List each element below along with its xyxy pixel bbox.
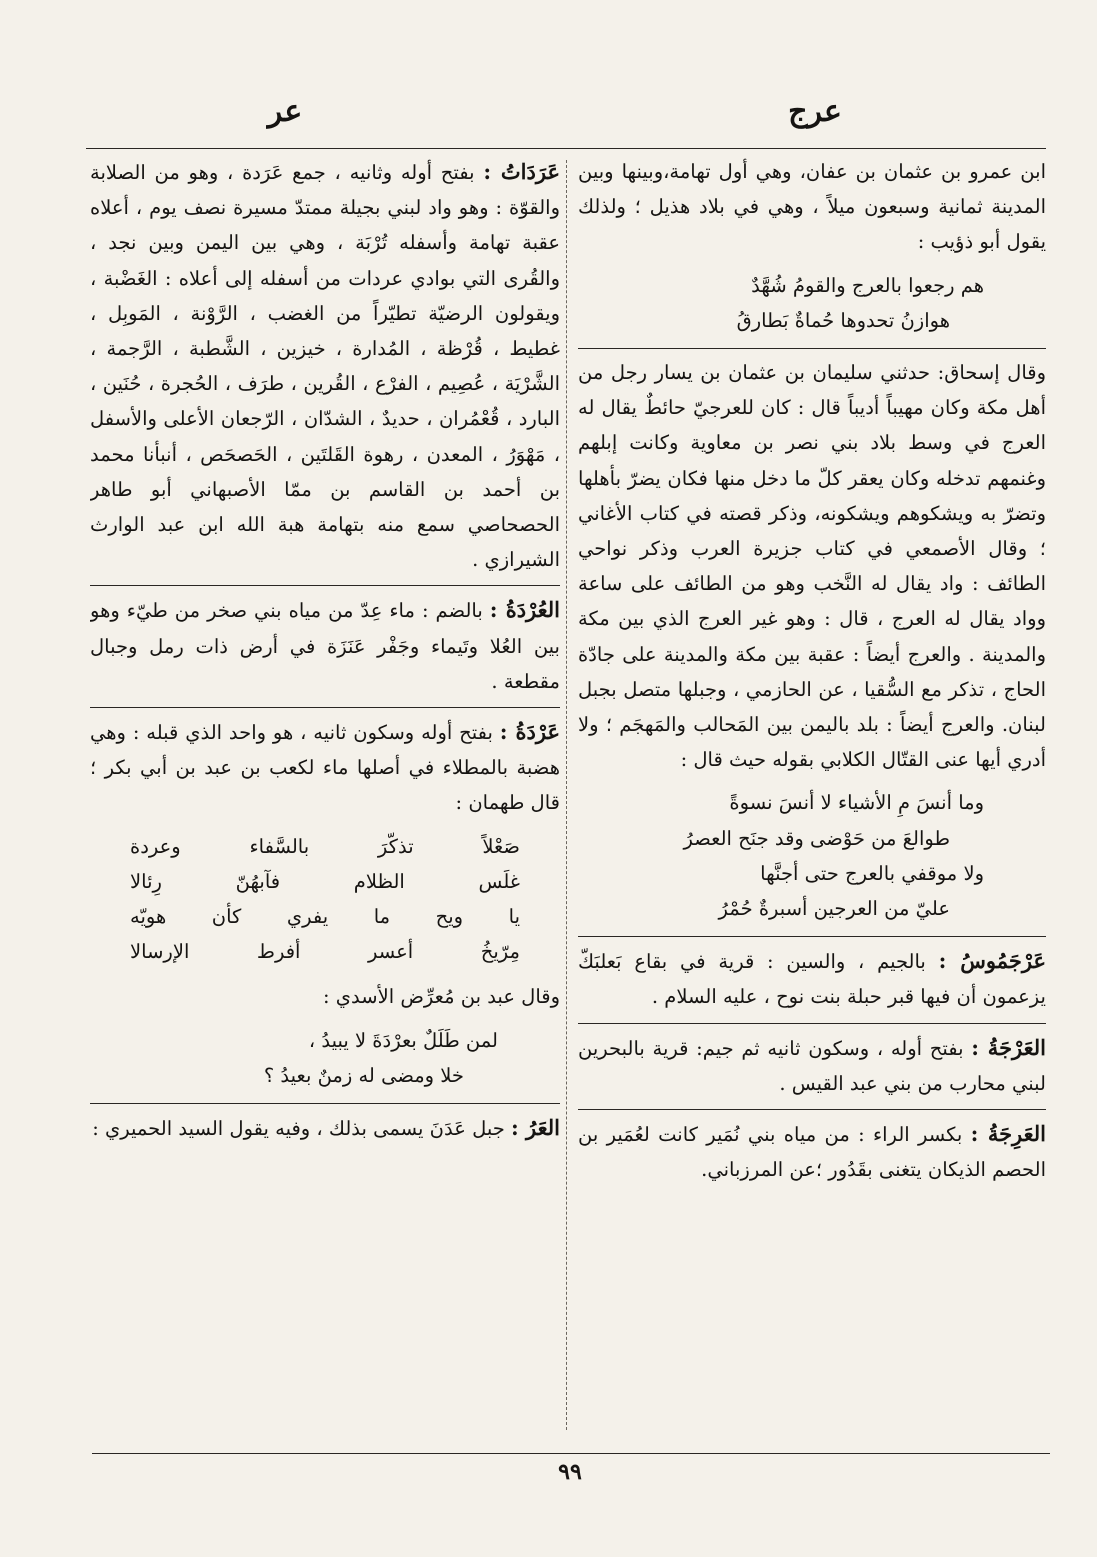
verse-word: هويّه	[130, 905, 167, 929]
entry-text: جبل عَدَنَ يسمى بذلك ، وفيه يقول السيد الحميري :	[92, 1117, 505, 1141]
entry-text: بالضم : ماء عِدّ من مياه بني صخر من طيّء وهو بين العُلا وتَيماء وجَفْر عَنَزَة في أرض ذات رمل وجبال مقطعة .	[90, 599, 560, 693]
entry-text: بفتح أوله وسكون ثانيه ، هو واحد الذي قبله : وهي هضبة بالمطلاء في أصلها ماء لكعب بن عبد بن أبي بكر ؛ قال طهمان :	[90, 721, 560, 815]
running-header-right: عرج	[788, 94, 842, 129]
dictionary-entry	[578, 936, 1046, 1014]
verse-line: خلا ومضى له زمنٌ بعيدُ ؟	[263, 1063, 464, 1087]
header-rule	[86, 148, 1046, 149]
verse-word: كأن	[211, 905, 242, 929]
entry-headword: العَرْجَةُ :	[971, 1034, 1046, 1060]
verse-line: هم رجعوا بالعرج والقومُ شُهَّدٌ	[751, 273, 984, 297]
entry-headword: العُرْدَةُ :	[489, 597, 560, 623]
entry-text: بفتح أوله ، وسكون ثانيه ثم جيم: قرية بالبحرين لبني محارب من بني عبد القيس .	[578, 1036, 1046, 1095]
verse-word: أعسر	[368, 940, 414, 964]
paragraph: وقال عبد بن مُعرِّض الأسدي :	[323, 985, 560, 1009]
verse-word: وعردة	[130, 834, 181, 858]
verse-line: لمن طَلَلٌ بعرْدَةَ لا يبيدُ ،	[308, 1028, 498, 1052]
verse-word: يا	[508, 905, 520, 929]
verse-line: هوازنُ تحدوها حُماةٌ بَطارقُ	[736, 308, 950, 332]
dictionary-entry	[90, 585, 560, 699]
entry-headword: عَرَدَاتُ :	[483, 159, 560, 184]
entry-text: بالجيم ، والسين : قرية في بقاع بَعلبَكّ يزعمون أن فيها قبر حبلة بنت نوح ، عليه السلام .	[578, 950, 1046, 1009]
left-column	[90, 150, 560, 1430]
verse-line: وما أنسَ مِ الأشياء لا أنسَ نسوةً	[729, 791, 984, 815]
entry-headword: العَرِجَةُ :	[970, 1121, 1046, 1147]
column-separator	[566, 160, 567, 1430]
entry-headword: عَرْجَمُوسُ :	[938, 948, 1046, 974]
verse-block	[578, 268, 1046, 338]
verse-word: ويح	[435, 905, 464, 929]
right-column	[578, 150, 1046, 1430]
entry-text: بفتح أوله وثانيه ، جمع عَرَدة ، وهو من الصلابة والقوّة : وهو واد لبني بجيلة ممتدّ مسيرة نصف يوم ، أعلاه عقبة تهامة وأسفله تُرْبَة ، وهي بين اليمن وبين نجد ، والقُرى التي بوادي عردات من أسفله إلى أعلاه : الغَضْبة ، ويقولون الرضيّة تطيّراً من الغضب ، الرَّوْنة ، المَوبِل ، غطيط ، قُرْظة ، المُدارة ، خيزين ، الشَّطبة ، الرَّجمة ، الشَّرْيَة ، عُصِيم ، الفرْع ، القُرين ، طرَف ، الحُجرة ، حُنَين ، البارد ، قُعْمُران ، حديدٌ ، الشدّان ، الرّجعان الأعلى والأسفل ، مَهْوَرُ ، المعدن ، رهوة القَلتَين ، الحَصحَص ، أنبأنا محمد بن أحمد بن القاسم بن ممّا الأصبهاني أبو طاهر الحصحاصي سمع منه بتهامة هبة الله ابن عبد الوارث الشيرازي .	[90, 161, 560, 572]
verse-word: يفري	[286, 905, 329, 929]
paragraph: وقال إسحاق: حدثني سليمان بن عثمان بن يسار رجل من أهل مكة وكان مهيباً أديباً قال : كان للعرجيّ حائطٌ يقال له العرج في وسط بلاد بني نصر بن معاوية وكانت إبلهم وغنمهم تدخله وكان يعقر كلّ ما دخل منها فكان يضرّ بأهلها وتضرّ به ويشكوهم ويشكونه، وذكر قصته في كتاب الأغاني ؛ وقال الأصمعي في كتاب جزيرة العرب وذكر نواحي الطائف : واد يقال له النَّخب وهو من الطائف على ساعة وواد يقال له العرج ، قال : وهو غير العرج الذي بين مكة والمدينة . والعرج أيضاً : عقبة بين مكة والمدينة على جادّة الحاج ، تذكر مع السُّقيا ، عن الحازمي ، وجبلها متصل بجبل لبنان. والعرج أيضاً : بلد باليمن بين المَحالب والمَهجَم ؛ ولا أدري أيها عنى القتّال الكلابي بقوله حيث قال :	[578, 348, 1046, 777]
dictionary-entry	[578, 1023, 1046, 1101]
paragraph: ابن عمرو بن عثمان بن عفان، وهي أول تهامة،وبينها وبين المدينة ثمانية وسبعون ميلاً ، وهي في بلاد هذيل ؛ ولذلك يقول أبو ذؤيب :	[578, 160, 1046, 254]
verse-word: ما	[373, 905, 391, 929]
verse-line	[90, 899, 560, 934]
footer-rule	[92, 1453, 1050, 1454]
verse-word: تذكّرَ	[377, 834, 414, 858]
entry-headword: العَرُ :	[510, 1115, 560, 1141]
verse-word: الإرسالا	[130, 940, 190, 964]
verse-line: طوالعَ من حَوْضى وقد جنَح العصرُ	[683, 826, 950, 850]
verse-word: مِرّيخُ	[480, 940, 520, 964]
entry-text: بكسر الراء : من مياه بني نُمَير كانت لعُمَير بن الحصم الذيكان يتغنى بقَدُور ؛عن المرزباني.	[578, 1123, 1046, 1182]
dictionary-entry	[90, 154, 560, 577]
verse-line	[90, 934, 560, 969]
verse-block	[578, 785, 1046, 926]
dictionary-entry	[90, 707, 560, 821]
verse-line: عليّ من العرجين أسبرةٌ حُمْرُ	[718, 897, 950, 921]
verse-word: بالسَّفاء	[249, 834, 310, 858]
dictionary-entry	[90, 1103, 560, 1146]
verse-word: أفرط	[256, 940, 301, 964]
verse-word: صَعْلاً	[482, 834, 520, 858]
verse-word: الظلام	[353, 869, 405, 893]
verse-line	[90, 864, 560, 899]
page-number: ٩٩	[558, 1459, 582, 1485]
verse-block	[90, 1023, 560, 1093]
entry-headword: عَرْدَةُ :	[499, 719, 560, 745]
verse-word: غلَس	[478, 869, 520, 893]
verse-word: فآبهُنّ	[235, 869, 281, 893]
verse-line	[90, 829, 560, 864]
verse-line: ولا موقفي بالعرج حتى أجنَّها	[760, 861, 984, 885]
verse-block	[90, 829, 560, 970]
verse-word: رِئالا	[130, 869, 162, 893]
running-header-left: عر	[267, 94, 303, 129]
dictionary-entry	[578, 1109, 1046, 1187]
